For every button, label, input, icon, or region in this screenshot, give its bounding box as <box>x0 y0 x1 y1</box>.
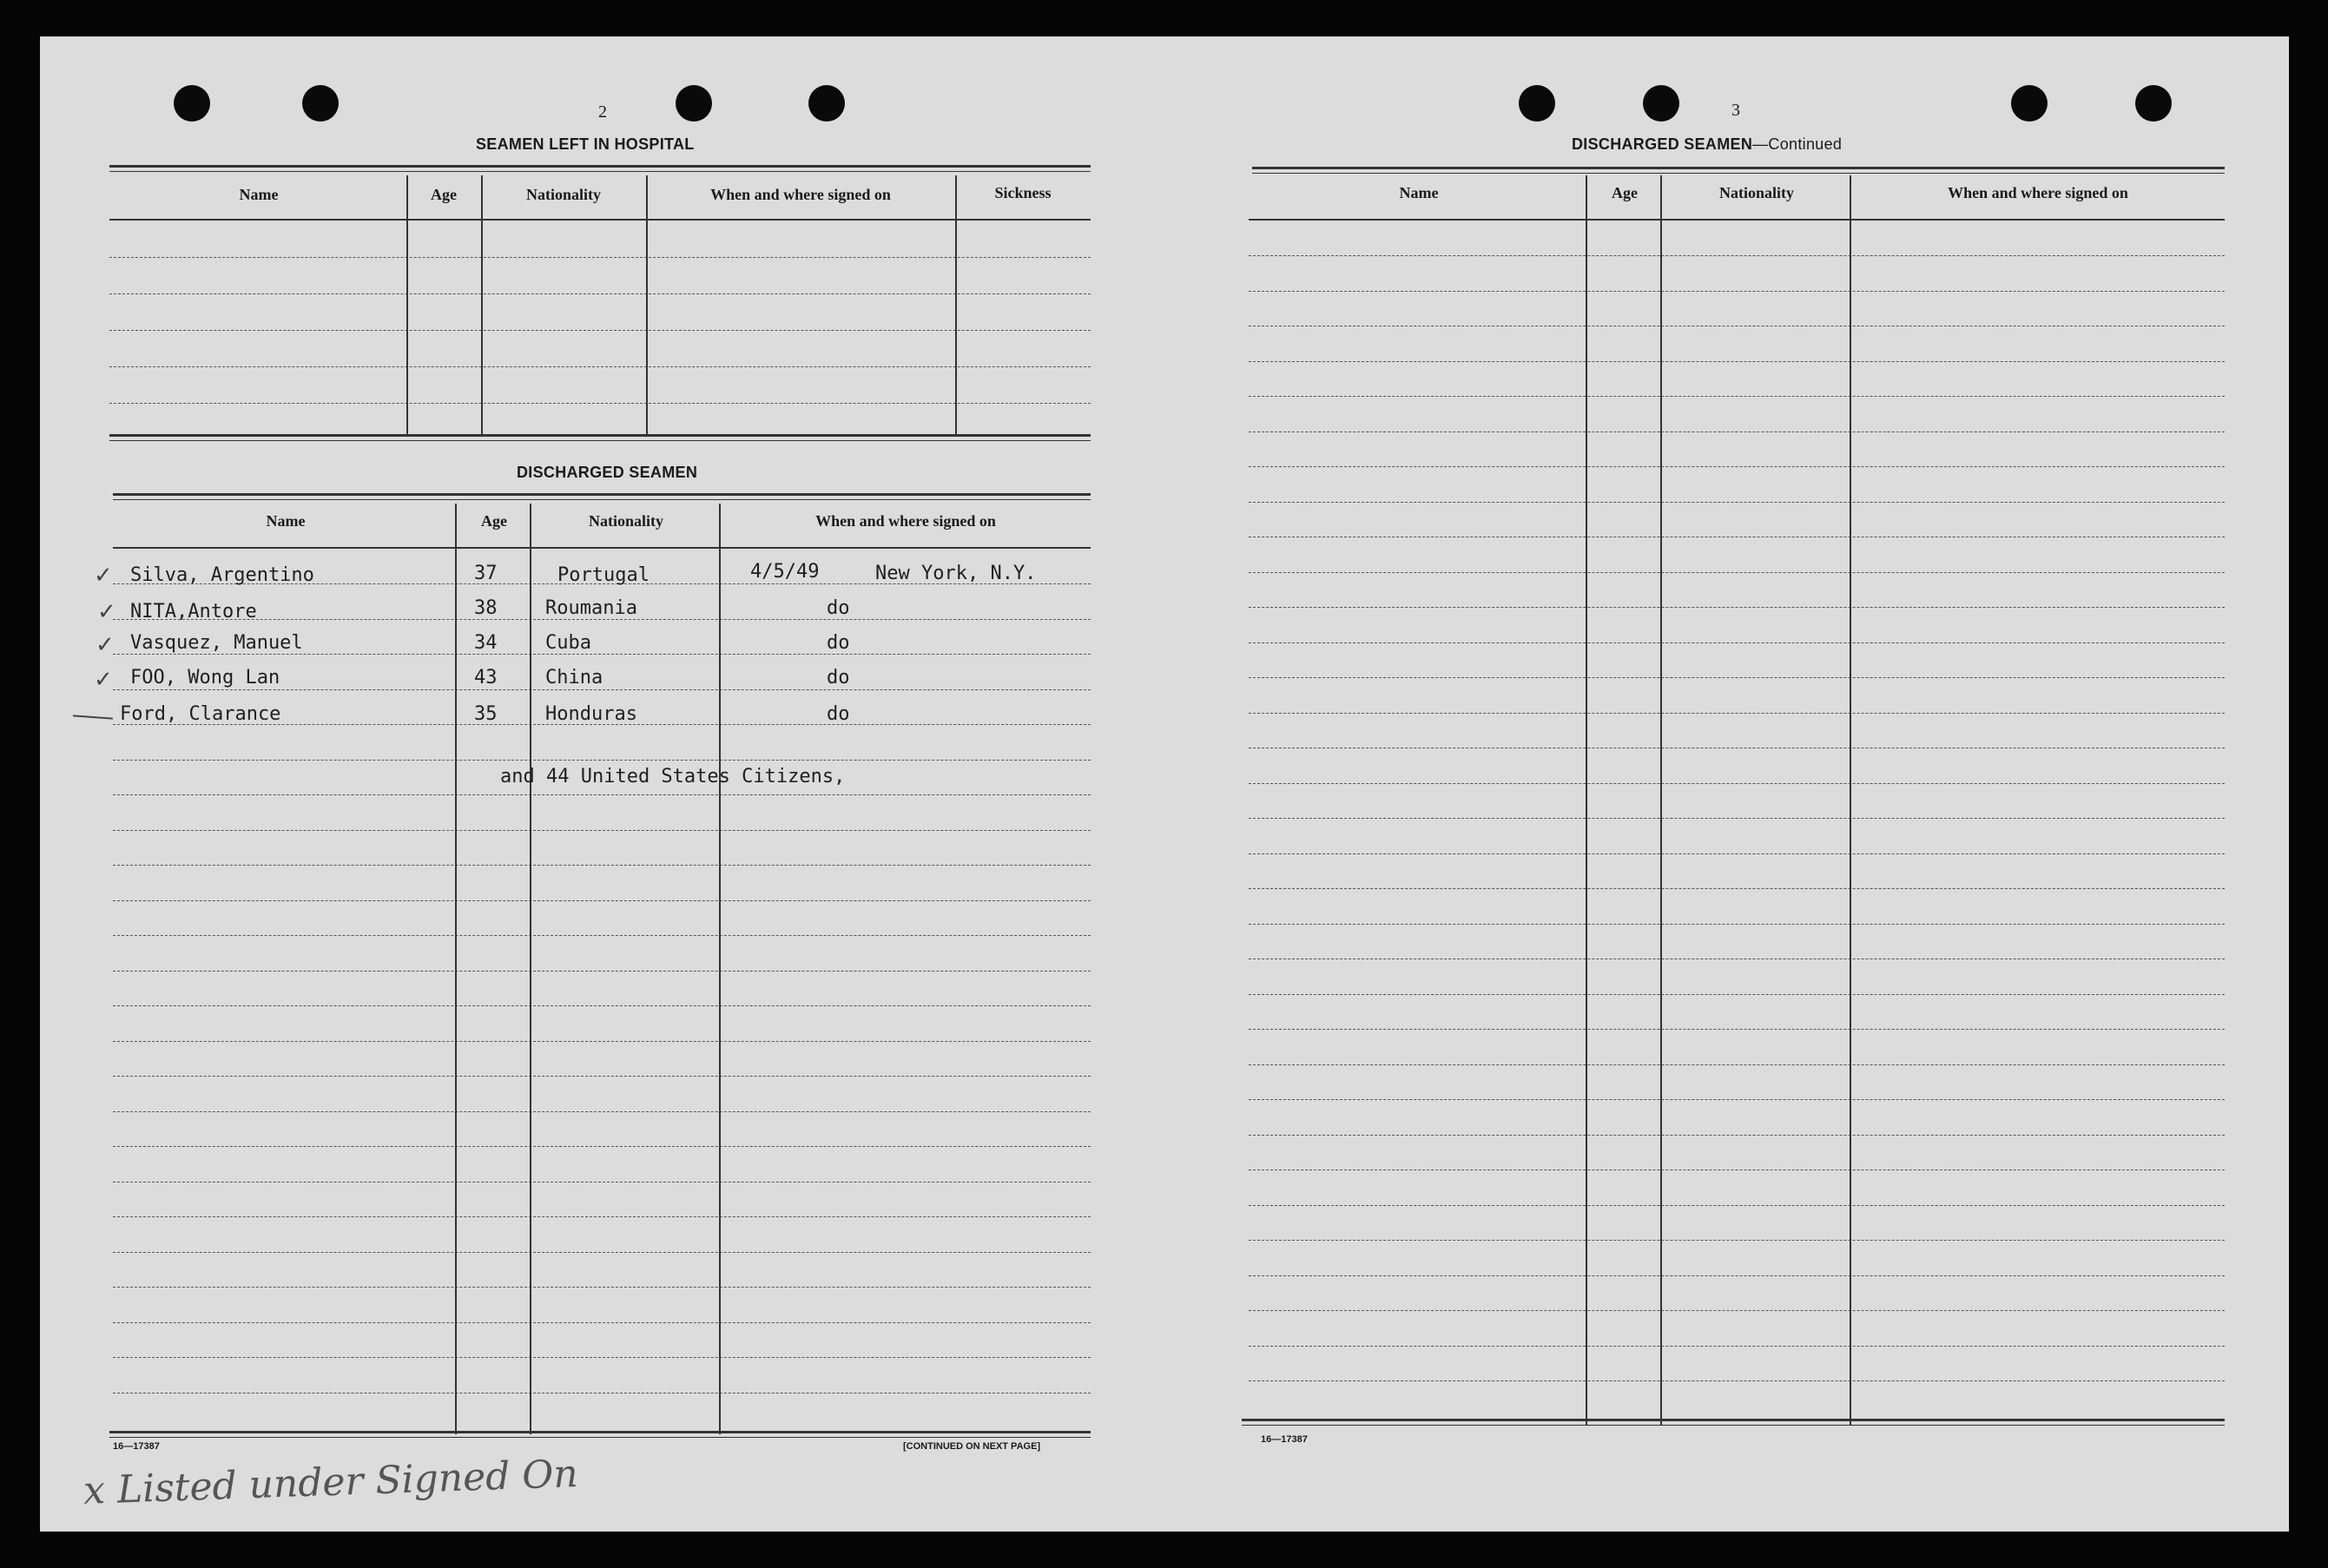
ruled-line <box>109 403 1091 404</box>
ruled-line <box>109 330 1091 331</box>
hospital-col-divider <box>481 175 483 436</box>
discharged-row-5-age: 35 <box>474 703 498 725</box>
discharged-row-2-name: NITA,Antore <box>130 601 257 623</box>
pen-stroke-mark <box>73 715 113 719</box>
ruled-line <box>1249 853 2225 854</box>
check-mark-icon: ✓ <box>97 599 116 625</box>
hospital-col-signed-on: When and where signed on <box>710 186 891 203</box>
discharged-table-bottom-rule <box>109 1431 1091 1438</box>
discharged-row-3-place: do <box>827 632 850 654</box>
hospital-col-divider <box>646 175 648 436</box>
discharged-row-4-name: FOO, Wong Lan <box>130 667 280 688</box>
right-title-main: DISCHARGED SEAMEN <box>1572 135 1753 153</box>
punch-hole <box>1643 85 1679 122</box>
ruled-line <box>1249 818 2225 819</box>
hospital-col-sickness: Sickness <box>994 184 1052 201</box>
ruled-line <box>1249 1275 2225 1276</box>
ruled-line <box>113 830 1091 831</box>
ruled-line <box>1249 677 2225 678</box>
discharged-row-4-nationality: China <box>545 667 603 688</box>
right-col-divider <box>1850 175 1851 1426</box>
page-number-right: 3 <box>1731 101 1740 120</box>
ruled-line <box>113 1076 1091 1077</box>
ruled-line <box>1249 713 2225 714</box>
ruled-line <box>1249 1135 2225 1136</box>
ruled-line <box>113 1287 1091 1288</box>
ruled-line <box>113 1216 1091 1217</box>
check-mark-icon: ✓ <box>94 667 113 693</box>
ruled-line <box>113 1041 1091 1042</box>
ruled-line <box>1249 361 2225 362</box>
continued-note: [CONTINUED ON NEXT PAGE] <box>903 1441 1041 1452</box>
discharged-row-4-age: 43 <box>474 667 498 688</box>
discharged-col-nationality: Nationality <box>588 512 663 530</box>
ruled-line <box>113 1322 1091 1323</box>
form-number-left: 16—17387 <box>113 1441 160 1452</box>
ruled-line <box>113 1357 1091 1358</box>
ruled-line <box>1249 924 2225 925</box>
hospital-section-title: SEAMEN LEFT IN HOSPITAL <box>476 135 695 153</box>
handwritten-note: x Listed under Signed On <box>82 1452 579 1513</box>
ruled-line <box>113 935 1091 936</box>
ruled-line <box>113 1182 1091 1183</box>
punch-hole <box>1519 85 1555 122</box>
right-header-rule <box>1249 219 2225 221</box>
right-col-name: Name <box>1399 184 1439 201</box>
right-col-signed-on: When and where signed on <box>1948 184 2128 201</box>
right-col-divider <box>1660 175 1662 1426</box>
punch-hole <box>808 85 845 122</box>
right-title-continued: —Continued <box>1752 135 1843 153</box>
ruled-line <box>1249 1205 2225 1206</box>
ruled-line <box>113 865 1091 866</box>
hospital-table-bottom-rule <box>109 434 1091 441</box>
ruled-line <box>109 366 1091 367</box>
ruled-line <box>1249 888 2225 889</box>
ruled-line <box>1249 1169 2225 1170</box>
discharged-col-age: Age <box>481 512 507 530</box>
ruled-line <box>1249 783 2225 784</box>
ruled-line <box>1249 1029 2225 1030</box>
discharged-col-name: Name <box>266 512 306 530</box>
ruled-line <box>1249 291 2225 292</box>
punch-hole <box>676 85 712 122</box>
check-mark-icon: ✓ <box>96 632 115 658</box>
right-col-divider <box>1586 175 1587 1426</box>
right-col-age: Age <box>1612 184 1638 201</box>
discharged-row-5-place: do <box>827 703 850 725</box>
ruled-line <box>1249 607 2225 608</box>
ruled-line <box>113 794 1091 795</box>
ruled-line <box>113 689 1091 690</box>
discharged-row-2-place: do <box>827 597 850 619</box>
discharged-row-2-nationality: Roumania <box>545 597 637 619</box>
discharged-row-1-age: 37 <box>474 563 498 584</box>
us-citizens-note: and 44 United States Citizens, <box>500 766 846 787</box>
ruled-line <box>1249 1064 2225 1065</box>
form-number-right: 16—17387 <box>1261 1434 1308 1445</box>
hospital-col-age: Age <box>431 186 457 203</box>
ruled-line <box>113 760 1091 761</box>
punch-hole <box>174 85 210 122</box>
discharged-row-5-name: Ford, Clarance <box>120 703 281 725</box>
discharged-row-1-date: 4/5/49 <box>750 561 820 583</box>
discharged-col-signed-on: When and where signed on <box>815 512 996 530</box>
discharged-row-1-name: Silva, Argentino <box>130 564 314 586</box>
discharged-header-rule <box>113 547 1091 549</box>
discharged-row-5-nationality: Honduras <box>545 703 637 725</box>
hospital-table-top-rule <box>109 165 1091 172</box>
ruled-line <box>1249 396 2225 397</box>
discharged-col-divider <box>530 504 531 1434</box>
discharged-row-3-name: Vasquez, Manuel <box>130 632 303 654</box>
ruled-line <box>1249 572 2225 573</box>
ruled-line <box>1249 1346 2225 1347</box>
ruled-line <box>113 1252 1091 1253</box>
ruled-line <box>1249 1240 2225 1241</box>
ruled-line <box>109 257 1091 258</box>
discharged-row-2-age: 38 <box>474 597 498 619</box>
right-table-bottom-rule <box>1242 1419 2225 1426</box>
ruled-line <box>1249 255 2225 256</box>
ruled-line <box>1249 466 2225 467</box>
ruled-line <box>113 900 1091 901</box>
ruled-line <box>113 1111 1091 1112</box>
right-section-title <box>1572 135 1842 154</box>
discharged-row-1-nationality: Portugal <box>557 564 650 586</box>
discharged-row-1-place: New York, N.Y. <box>875 563 1037 584</box>
discharged-section-title: DISCHARGED SEAMEN <box>517 464 698 481</box>
ruled-line <box>113 1005 1091 1006</box>
ruled-line <box>1249 1310 2225 1311</box>
ruled-line <box>109 293 1091 294</box>
check-mark-icon: ✓ <box>94 563 113 589</box>
right-col-nationality: Nationality <box>1718 184 1794 201</box>
discharged-col-divider <box>719 504 721 1434</box>
hospital-col-divider <box>406 175 408 436</box>
ruled-line <box>113 1146 1091 1147</box>
scanned-form-sheet <box>40 36 2289 1532</box>
ruled-line <box>1249 1380 2225 1381</box>
discharged-col-divider <box>455 504 457 1434</box>
hospital-col-divider <box>955 175 957 436</box>
punch-hole <box>2011 85 2048 122</box>
punch-hole <box>2135 85 2172 122</box>
hospital-col-nationality: Nationality <box>525 186 601 203</box>
ruled-line <box>113 654 1091 655</box>
ruled-line <box>113 971 1091 972</box>
ruled-line <box>1249 502 2225 503</box>
ruled-line <box>1249 642 2225 643</box>
hospital-col-name: Name <box>239 186 279 203</box>
discharged-row-4-place: do <box>827 667 850 688</box>
discharged-table-top-rule <box>113 493 1091 500</box>
discharged-row-3-age: 34 <box>474 632 498 654</box>
right-table-top-rule <box>1252 167 2225 174</box>
hospital-header-rule <box>109 219 1091 221</box>
page-number-left: 2 <box>598 102 607 122</box>
ruled-line <box>1249 994 2225 995</box>
punch-hole <box>302 85 339 122</box>
discharged-row-3-nationality: Cuba <box>545 632 591 654</box>
ruled-line <box>1249 1099 2225 1100</box>
